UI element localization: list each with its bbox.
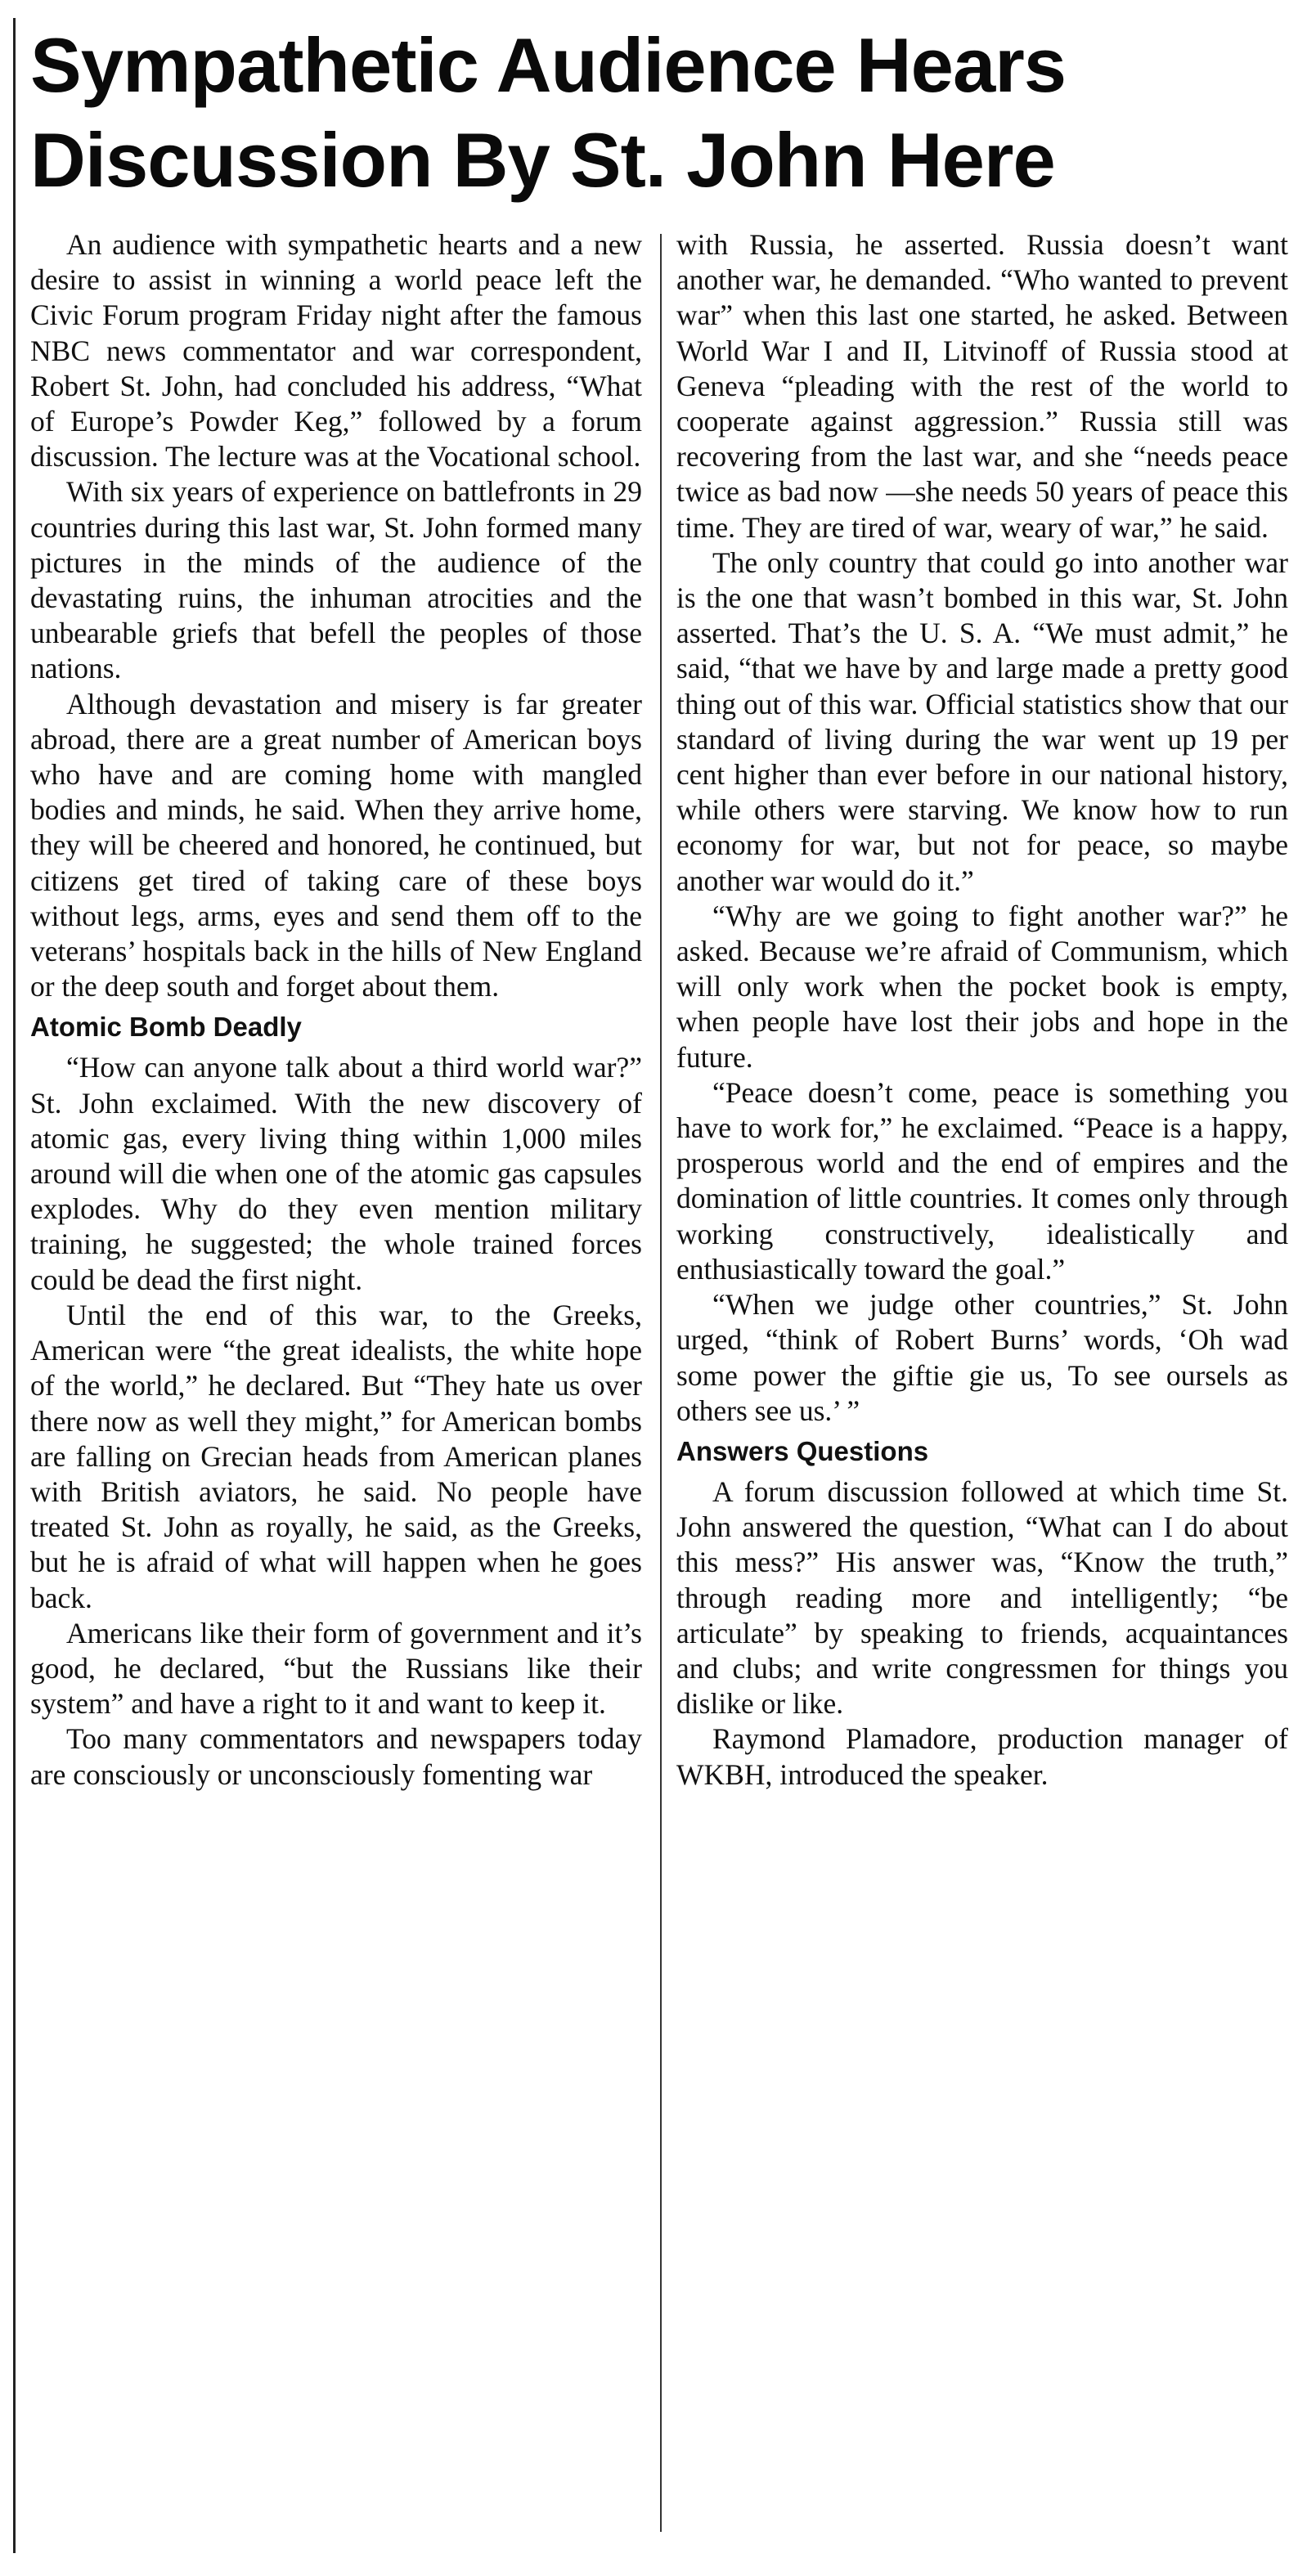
paragraph: Too many commentators and newspapers today are consciously or unconsciously fomenting war xyxy=(30,1722,642,1791)
right-column xyxy=(676,227,1288,2542)
headline-line-2: Discussion By St. John Here xyxy=(30,117,1055,203)
headline xyxy=(16,18,1279,214)
subheading-atomic-bomb: Atomic Bomb Deadly xyxy=(30,1012,302,1043)
paragraph: “How can anyone talk about a third world war?” St. John exclaimed. With the new discovery of atomic gas, every living thing within 1,000 miles around will die when one of the atomic gas capsules explodes. Why do they even mention military training, he suggested; the whole trained forces could be dead the first night. xyxy=(30,1051,642,1296)
paragraph: A forum discussion followed at which time St. John answered the question, “What can I do about this mess?” His answer was, “Know the truth,” through reading more and intelligently; “be articulate” by speaking to friends, acquaintances and clubs; and write congressmen for things you dislike or like. xyxy=(676,1474,1288,1721)
paragraph: The only country that could go into another war is the one that wasn’t bombed in this war, St. John asserted. That’s the U. S. A. “We must admit,” he said, “that we have by and large made a pretty good thing out of this war. Official statistics show that our standard of living during the war went up 19 per cent higher than ever before in our national history, while others were starving. We know how to run economy for war, but not for peace, so maybe another war would do it.” xyxy=(676,545,1288,897)
article-body xyxy=(30,227,1288,2542)
left-column xyxy=(30,227,642,2542)
paragraph: With six years of experience on battlefronts in 29 countries during this last war, St. John formed many pictures in the minds of the audience of the devastating ruins, the inhuman atrocities and the unbearable griefs that befell the peoples of those nations. xyxy=(30,475,642,685)
paragraph: An audience with sympathetic hearts and a new desire to assist in winning a world peace left the Civic Forum program Friday night after the famous NBC news commentator and war correspondent, Robert St. John, had concluded his address, “What of Europe’s Powder Keg,” followed by a forum discussion. The lecture was at the Vocational school. xyxy=(30,228,642,473)
paragraph: “Why are we going to fight another war?” he asked. Because we’re afraid of Communism, which will only work when the pocket book is empty, when people have lost their jobs and hope in the future. xyxy=(676,899,1288,1074)
paragraph: Although devastation and misery is far greater abroad, there are a great number of American boys who have and are coming home with mangled bodies and minds, he said. When they arrive home, they will be cheered and honored, he continued, but citizens get tired of taking care of these boys without legs, arms, eyes and send them off to the veterans’ hospitals back in the hills of New England or the deep south and forget about them. xyxy=(30,687,642,1003)
paragraph: “When we judge other countries,” St. John urged, “think of Robert Burns’ words, ‘Oh wad some power the giftie gie us, To see oursels as others see us.’ ” xyxy=(676,1288,1288,1427)
paragraph: Americans like their form of government and it’s good, he declared, “but the Russians like their system” and have a right to it and want to keep it. xyxy=(30,1616,642,1721)
paragraph: Until the end of this war, to the Greeks, American were “the great idealists, the white hope of the world,” he declared. But “They hate us over there now as well they might,” for American bombs are falling on Grecian heads from American planes with British aviators, he said. No people have treated St. John as royally, he said, as the Greeks, but he is afraid of what will happen when he goes back. xyxy=(30,1298,642,1614)
subheading-answers-questions: Answers Questions xyxy=(676,1435,929,1466)
paragraph: Raymond Plamadore, production manager of WKBH, introduced the speaker. xyxy=(676,1722,1288,1791)
paragraph-continued: with Russia, he asserted. Russia doesn’t want another war, he demanded. “Who wanted to prevent war” when this last one started, he asked. Between World War I and II, Litvinoff of Russia stood at Geneva “pleading with the rest of the world to cooperate against aggression.” Russia still was recovering from the last war, and she “needs peace twice as bad now —she needs 50 years of peace this time. They are tired of war, weary of war,” he said. xyxy=(676,228,1288,544)
newspaper-clipping xyxy=(13,18,1288,2553)
paragraph: “Peace doesn’t come, peace is something you have to work for,” he exclaimed. “Peace is a happy, prosperous world and the end of empires and the domination of little countries. It comes only through working constructively, idealistically and enthusiastically toward the goal.” xyxy=(676,1075,1288,1286)
headline-line-1: Sympathetic Audience Hears xyxy=(30,22,1067,108)
column-rule xyxy=(660,234,662,2532)
